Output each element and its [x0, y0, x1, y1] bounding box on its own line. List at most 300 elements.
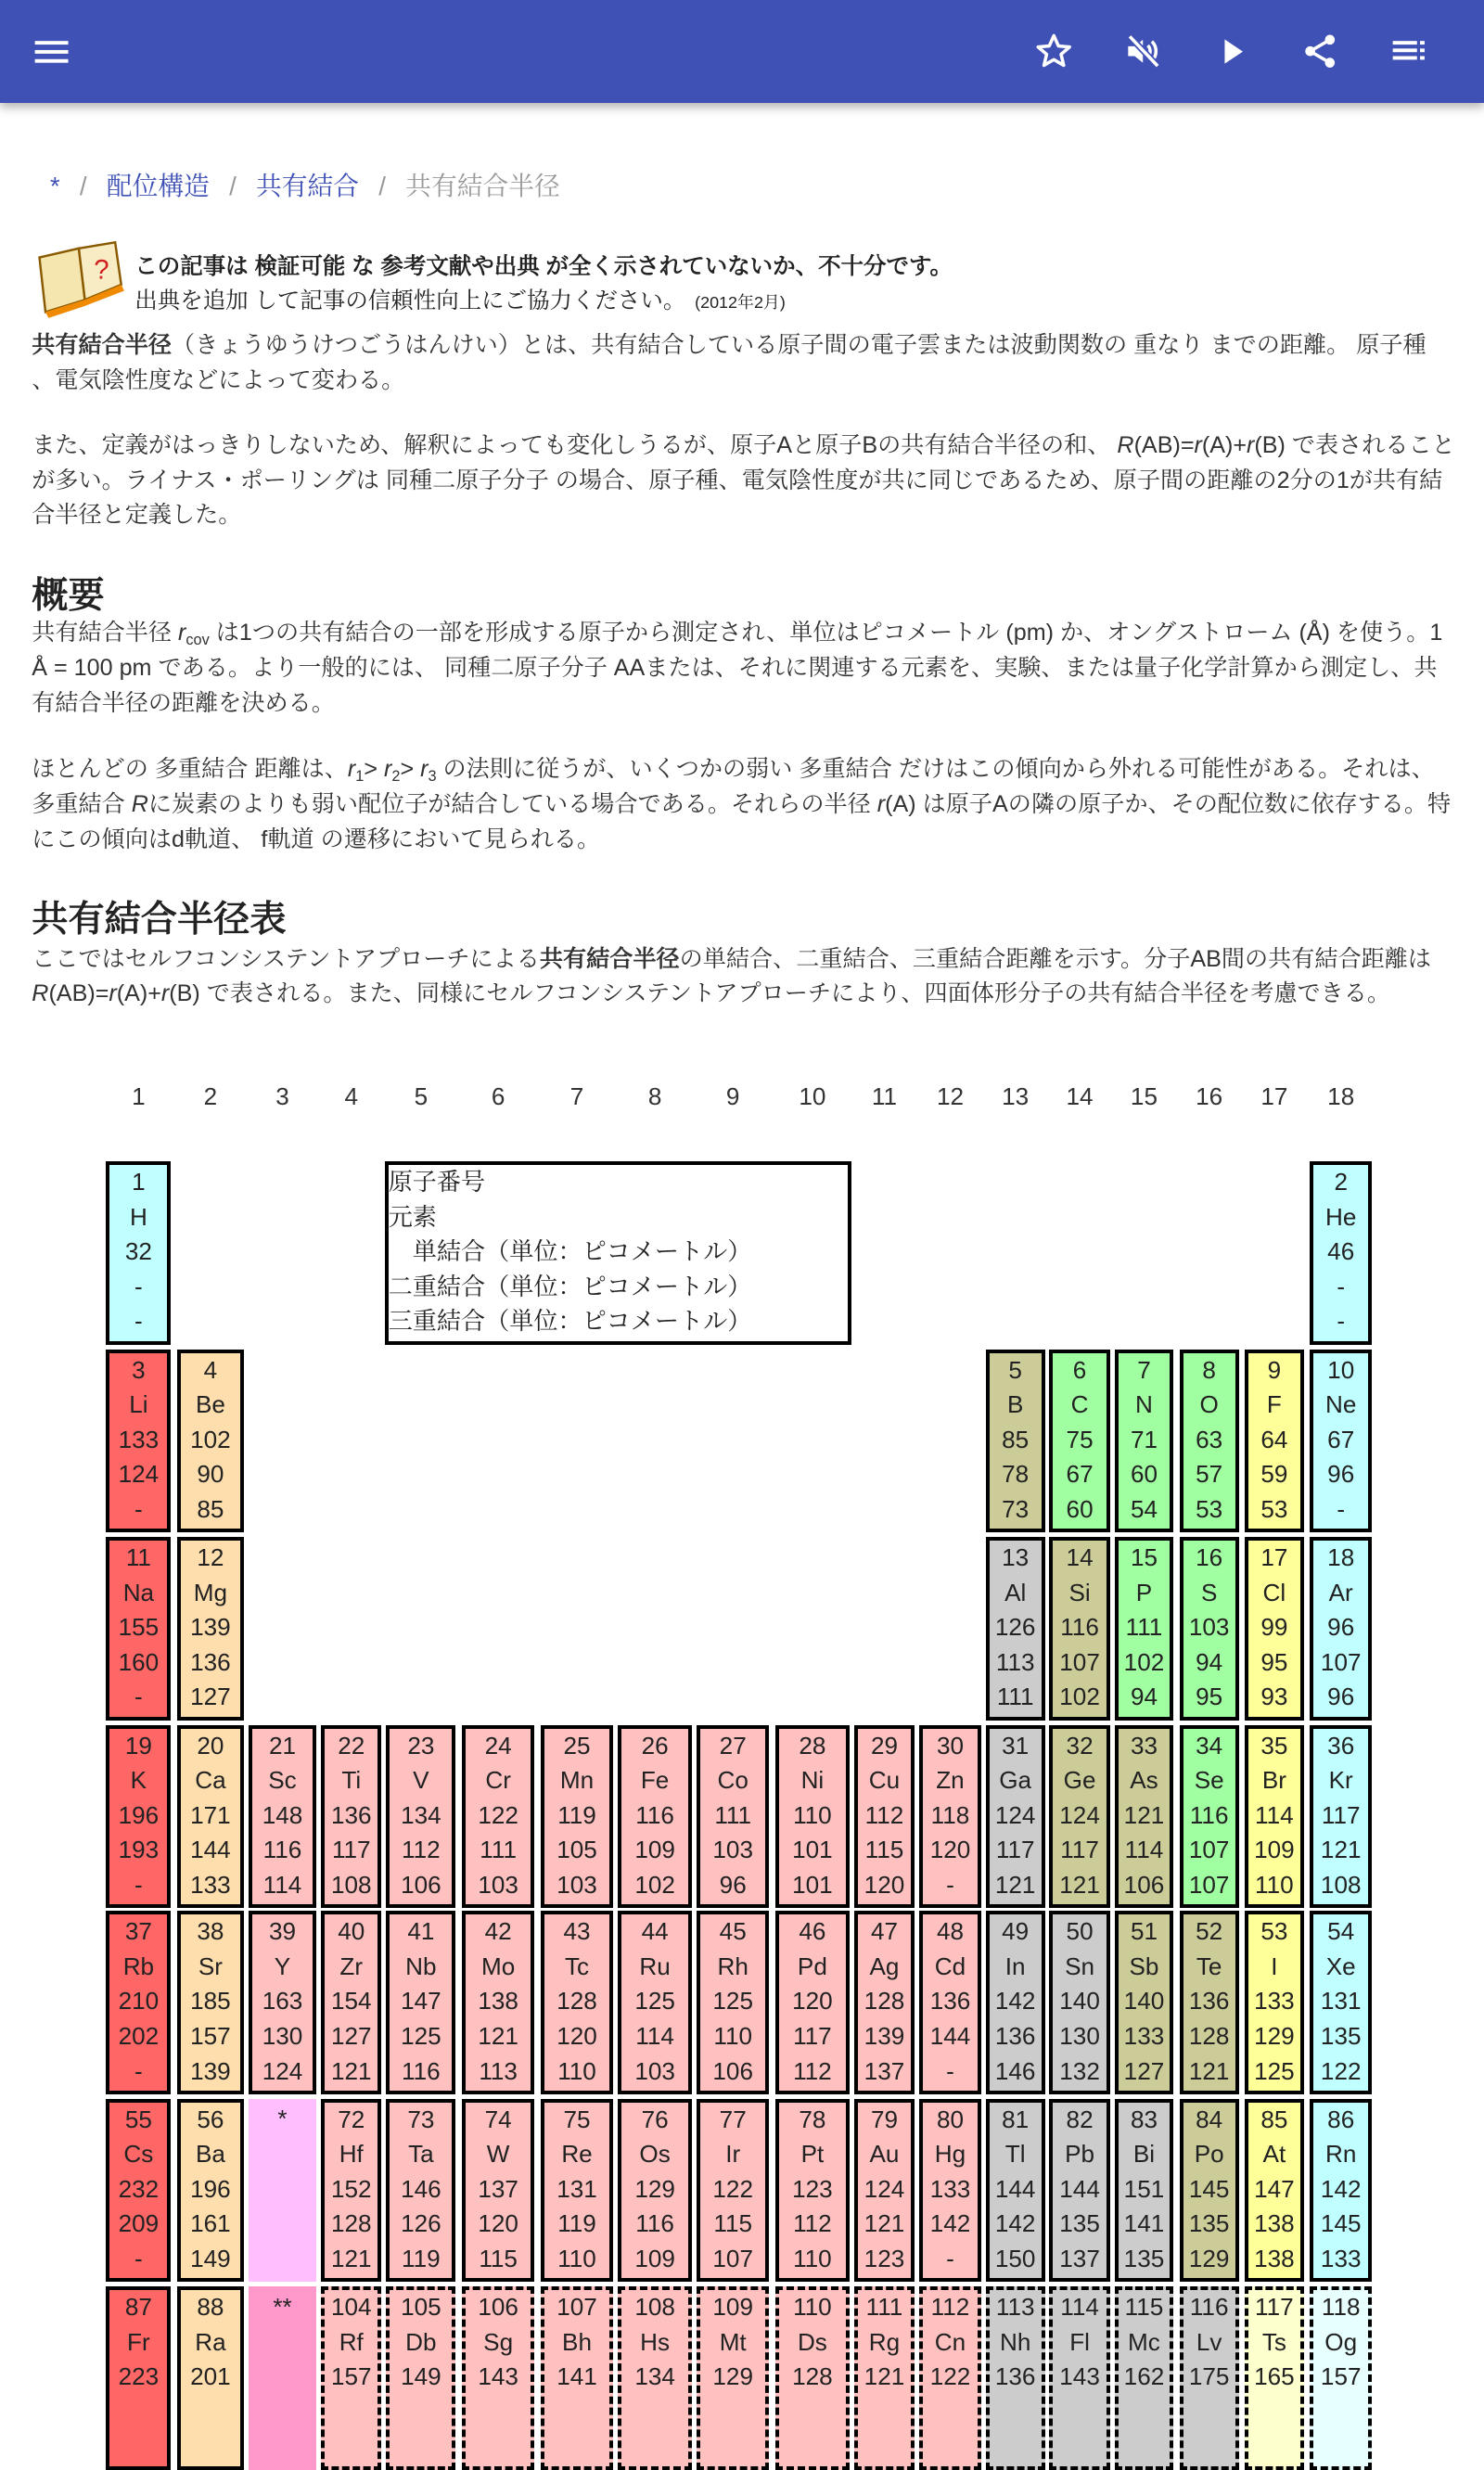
element-double-bond: 135 [1188, 2209, 1230, 2238]
element-cell-c[interactable] [1049, 1350, 1109, 1533]
element-atomic-number: 44 [641, 1917, 669, 1946]
element-cell-rg[interactable] [854, 2286, 915, 2470]
element-double-bond: 133 [1123, 2022, 1165, 2051]
element-cell-cu[interactable] [854, 1725, 915, 1909]
element-cell-o[interactable] [1180, 1350, 1239, 1533]
element-atomic-number: 105 [401, 2293, 441, 2322]
element-single-bond: 140 [1059, 1987, 1100, 2016]
element-triple-bond: 108 [1320, 1870, 1362, 1899]
element-symbol: I [1271, 1952, 1278, 1980]
element-cell-sc[interactable] [249, 1725, 316, 1909]
element-cell-p[interactable] [1115, 1537, 1174, 1721]
element-symbol: Re [561, 2140, 593, 2169]
text-run: 共有結合半径 [32, 332, 173, 359]
element-double-bond: 139 [864, 2022, 905, 2051]
element-double-bond: 119 [557, 2209, 596, 2238]
element-single-bond: 46 [1327, 1237, 1355, 1266]
element-double-bond [923, 2395, 978, 2430]
element-cell-he[interactable] [1310, 1161, 1372, 1345]
element-triple-bond: 138 [1254, 2245, 1295, 2273]
element-symbol: At [1262, 2140, 1286, 2169]
text-run: 共有結合半径 [539, 945, 680, 972]
element-symbol: Se [1194, 1766, 1224, 1795]
element-double-bond [181, 2395, 240, 2430]
element-single-bond: 147 [401, 1987, 441, 2016]
element-double-bond: - [1337, 1272, 1346, 1300]
element-cell-sn[interactable] [1049, 1911, 1109, 2094]
element-cell-po[interactable] [1180, 2099, 1239, 2283]
element-atomic-number: 20 [197, 1731, 224, 1760]
element-cell-ag[interactable] [854, 1911, 915, 2094]
element-atomic-number: 110 [793, 2293, 832, 2322]
element-symbol: Fe [640, 1766, 670, 1795]
element-cell-na[interactable] [106, 1537, 171, 1721]
mute-icon[interactable] [1122, 31, 1165, 73]
element-triple-bond: 150 [994, 2245, 1036, 2273]
element-symbol: Os [639, 2140, 671, 2169]
element-triple-bond: 139 [190, 2056, 231, 2085]
element-symbol: Be [195, 1390, 225, 1419]
element-double-bond: 120 [929, 1836, 971, 1864]
element-single-bond: 63 [1196, 1425, 1223, 1453]
element-single-bond: 196 [118, 1800, 160, 1829]
element-atomic-number: 83 [1130, 2105, 1158, 2133]
element-cell-ca[interactable] [177, 1725, 244, 1909]
element-triple-bond: - [1337, 1307, 1346, 1336]
element-cell-tl[interactable] [986, 2099, 1045, 2283]
paragraph-overview [32, 616, 1455, 721]
element-double-bond: 114 [635, 2022, 674, 2051]
element-triple-bond: 121 [994, 1870, 1036, 1899]
group-number: 8 [647, 1082, 662, 1111]
series-placeholder-cell[interactable] [249, 2099, 316, 2283]
breadcrumb-coordination[interactable]: 配位構造 [106, 171, 210, 200]
element-cell-mn[interactable] [541, 1725, 613, 1909]
text-run: (B) で表される。また、同様にセルフコンシステントアプローチにより、四面体形分子の共有結合半径を考慮できる。 [169, 980, 1390, 1007]
element-symbol: Ag [869, 1952, 900, 1980]
element-atomic-number: 4 [203, 1355, 218, 1384]
element-symbol: As [1130, 1766, 1158, 1795]
element-symbol: Hs [640, 2327, 671, 2356]
element-cell-lv[interactable] [1180, 2286, 1239, 2470]
element-atomic-number: 115 [1124, 2293, 1164, 2322]
element-triple-bond: 101 [792, 1870, 833, 1899]
element-cell-as[interactable] [1115, 1725, 1174, 1909]
element-triple-bond: 107 [712, 2245, 753, 2273]
element-single-bond: 125 [712, 1987, 753, 2016]
element-atomic-number: 2 [1334, 1168, 1348, 1197]
element-atomic-number: 114 [1060, 2293, 1099, 2322]
paragraph-table-intro [32, 942, 1455, 1012]
element-double-bond: 142 [994, 2209, 1036, 2238]
group-number: 9 [725, 1082, 740, 1111]
element-double-bond [1313, 2395, 1368, 2430]
element-cell-ni[interactable] [775, 1725, 850, 1909]
share-icon[interactable] [1299, 31, 1342, 73]
element-double-bond [858, 2395, 911, 2430]
element-symbol: P [1135, 1578, 1153, 1606]
element-symbol: F [1266, 1390, 1282, 1419]
element-symbol: W [486, 2140, 510, 2169]
element-double-bond: 115 [713, 2209, 752, 2238]
element-cell-hf[interactable] [321, 2099, 381, 2283]
element-cell-ir[interactable] [697, 2099, 769, 2283]
menu-icon[interactable] [31, 31, 73, 73]
element-symbol: Ge [1063, 1766, 1096, 1795]
element-cell-li[interactable] [106, 1350, 171, 1533]
element-cell-pt[interactable] [775, 2099, 850, 2283]
element-symbol: Rb [122, 1952, 155, 1980]
element-triple-bond: 110 [557, 2245, 596, 2273]
element-atomic-number: 16 [1196, 1543, 1223, 1572]
breadcrumb [50, 165, 560, 202]
play-icon[interactable] [1211, 31, 1254, 73]
element-cell-in[interactable] [986, 1911, 1045, 2094]
element-symbol: Cn [934, 2327, 966, 2356]
text-run: r [1194, 432, 1202, 459]
element-single-bond: 149 [401, 2362, 441, 2391]
element-triple-bond: 106 [401, 1870, 441, 1899]
element-single-bond: 122 [712, 2174, 753, 2203]
element-double-bond: 105 [556, 1836, 597, 1864]
element-double-bond [109, 2395, 167, 2430]
element-double-bond: 130 [262, 2022, 303, 2051]
element-atomic-number: 6 [1072, 1355, 1087, 1384]
element-triple-bond: - [134, 1307, 143, 1336]
element-atomic-number: 54 [1327, 1917, 1355, 1946]
element-double-bond: 78 [1002, 1460, 1030, 1489]
element-single-bond: 117 [1321, 1800, 1361, 1829]
element-triple-bond: 114 [262, 1870, 302, 1899]
notice-body [134, 283, 786, 315]
element-atomic-number: 27 [719, 1731, 747, 1760]
element-cell-w[interactable] [462, 2099, 534, 2283]
element-single-bond: 163 [262, 1987, 303, 2016]
element-triple-bond: 106 [1123, 1870, 1165, 1899]
element-atomic-number: 37 [124, 1917, 152, 1946]
element-double-bond: 110 [713, 2022, 752, 2051]
element-atomic-number: 42 [484, 1917, 512, 1946]
element-cell-h[interactable] [106, 1161, 171, 1345]
element-single-bond: 175 [1188, 2362, 1230, 2391]
element-cell-rb[interactable] [106, 1911, 171, 2094]
element-atomic-number: 50 [1066, 1917, 1094, 1946]
element-cell-pb[interactable] [1049, 2099, 1109, 2283]
element-atomic-number: 3 [132, 1355, 146, 1384]
element-symbol: Ru [639, 1952, 671, 1980]
element-cell-sg[interactable] [462, 2286, 534, 2470]
element-symbol: In [1004, 1952, 1026, 1980]
element-cell-zn[interactable] [919, 1725, 981, 1909]
element-atomic-number: 45 [719, 1917, 747, 1946]
element-atomic-number: 25 [563, 1731, 591, 1760]
element-cell-y[interactable] [249, 1911, 316, 2094]
text-run: の法則に従うが、いくつかの弱い 多重結合 だけはこの傾向から外れる可能性がある。それは、 多重結合 [32, 756, 1435, 817]
element-atomic-number: 55 [124, 2105, 152, 2133]
element-triple-bond: 95 [1196, 1683, 1223, 1711]
element-double-bond: 67 [1066, 1460, 1094, 1489]
element-cell-xe[interactable] [1310, 1911, 1372, 2094]
series-placeholder-cell[interactable] [249, 2286, 316, 2470]
text-run: に炭素のよりも弱い配位子が結合している場合である。それらの半径 [147, 790, 877, 817]
element-single-bond: 134 [401, 1800, 441, 1829]
element-symbol: Cr [485, 1766, 511, 1795]
element-cell-re[interactable] [541, 2099, 613, 2283]
element-symbol: Ca [195, 1766, 226, 1795]
element-triple-bond: - [946, 1870, 954, 1899]
group-number: 2 [203, 1082, 218, 1111]
element-triple-bond: 121 [1188, 2056, 1230, 2085]
element-triple-bond: - [946, 2245, 954, 2273]
element-cell-at[interactable] [1245, 2099, 1304, 2283]
element-double-bond: 116 [635, 2209, 674, 2238]
element-cell-cn[interactable] [919, 2286, 981, 2470]
element-cell-f[interactable] [1245, 1350, 1304, 1533]
element-atomic-number: 18 [1327, 1543, 1355, 1572]
element-single-bond: 133 [1254, 1987, 1295, 2016]
element-cell-rn[interactable] [1310, 2099, 1372, 2283]
element-cell-ba[interactable] [177, 2099, 244, 2283]
element-single-bond: 154 [330, 1987, 372, 2016]
element-cell-v[interactable] [386, 1725, 455, 1909]
element-single-bond: 124 [864, 2174, 905, 2203]
element-cell-rh[interactable] [697, 1911, 769, 2094]
element-single-bond: 133 [118, 1425, 160, 1453]
element-cell-be[interactable] [177, 1350, 244, 1533]
element-double-bond: 128 [330, 2209, 372, 2238]
breadcrumb-covalent-bond[interactable]: 共有結合 [256, 171, 360, 200]
breadcrumb-home[interactable]: * [49, 171, 60, 200]
element-double-bond: 59 [1260, 1460, 1288, 1489]
element-cell-pd[interactable] [775, 1911, 850, 2094]
element-double-bond: 157 [190, 2022, 231, 2051]
element-cell-zr[interactable] [321, 1911, 381, 2094]
group-number: 12 [936, 1082, 964, 1111]
element-triple-bond: 93 [1260, 1683, 1288, 1711]
element-single-bond: 136 [1188, 1987, 1230, 2016]
element-cell-bh[interactable] [541, 2286, 613, 2470]
element-triple-bond: 94 [1130, 1683, 1158, 1711]
text-run: r [383, 756, 392, 783]
element-triple-bond: - [134, 1870, 143, 1899]
element-cell-k[interactable] [106, 1725, 171, 1909]
element-cell-ne[interactable] [1310, 1350, 1372, 1533]
element-cell-cl[interactable] [1245, 1537, 1304, 1721]
element-cell-og[interactable] [1310, 2286, 1372, 2470]
element-atomic-number: 109 [712, 2293, 753, 2322]
element-cell-rf[interactable] [321, 2286, 381, 2470]
element-cell-ge[interactable] [1049, 1725, 1109, 1909]
element-cell-s[interactable] [1180, 1537, 1239, 1721]
element-triple-bond [621, 2429, 688, 2464]
element-symbol: Po [1194, 2140, 1224, 2169]
element-double-bond: 107 [1320, 1647, 1362, 1676]
group-number: 15 [1130, 1082, 1158, 1111]
element-atomic-number: 17 [1260, 1543, 1288, 1572]
element-cell-db[interactable] [386, 2286, 455, 2470]
element-cell-os[interactable] [618, 2099, 692, 2283]
element-double-bond [1248, 2395, 1300, 2430]
element-cell-kr[interactable] [1310, 1725, 1372, 1909]
group-number: 4 [344, 1082, 359, 1111]
table-legend [385, 1161, 851, 1345]
element-cell-cr[interactable] [462, 1725, 534, 1909]
element-triple-bond: 123 [864, 2245, 905, 2273]
element-atomic-number: 26 [641, 1731, 669, 1760]
element-symbol: Ts [1261, 2327, 1286, 2356]
element-atomic-number: 56 [197, 2105, 224, 2133]
element-atomic-number: 38 [197, 1917, 224, 1946]
element-double-bond: - [134, 1272, 143, 1300]
element-cell-fl[interactable] [1049, 2286, 1109, 2470]
element-cell-n[interactable] [1115, 1350, 1174, 1533]
element-atomic-number: 43 [563, 1917, 591, 1946]
element-cell-mt[interactable] [697, 2286, 769, 2470]
element-symbol: Mg [193, 1578, 228, 1606]
element-cell-nb[interactable] [386, 1911, 455, 2094]
element-cell-ar[interactable] [1310, 1537, 1372, 1721]
element-double-bond: 109 [634, 1836, 675, 1864]
element-double-bond: 112 [793, 2209, 832, 2238]
element-cell-ta[interactable] [386, 2099, 455, 2283]
element-triple-bond: 120 [864, 1870, 905, 1899]
element-atomic-number: 80 [936, 2105, 964, 2133]
element-double-bond: 127 [330, 2022, 372, 2051]
element-triple-bond: 60 [1066, 1494, 1094, 1523]
element-single-bond: 157 [1320, 2362, 1362, 2391]
element-symbol: Fr [127, 2327, 150, 2356]
text-run: 1 [355, 768, 365, 786]
element-cell-si[interactable] [1049, 1537, 1109, 1721]
element-cell-ra[interactable] [177, 2286, 244, 2470]
element-double-bond: 144 [929, 2022, 971, 2051]
element-atomic-number: 75 [563, 2105, 591, 2133]
paragraph-intro [32, 328, 1455, 398]
text-run: (A)+ [1201, 432, 1247, 459]
element-cell-ti[interactable] [321, 1725, 381, 1909]
element-double-bond: 111 [480, 1836, 517, 1864]
element-double-bond: 144 [190, 1836, 231, 1864]
element-single-bond: 129 [634, 2174, 675, 2203]
element-cell-bi[interactable] [1115, 2099, 1174, 2283]
element-single-bond: 139 [190, 1613, 231, 1642]
element-cell-ga[interactable] [986, 1725, 1045, 1909]
element-cell-hg[interactable] [919, 2099, 981, 2283]
element-double-bond [544, 2395, 609, 2430]
element-single-bond: 32 [124, 1237, 152, 1266]
text-run: ほとんどの 多重結合 距離は、 [32, 756, 348, 783]
element-single-bond: 137 [478, 2174, 518, 2203]
element-cell-br[interactable] [1245, 1725, 1304, 1909]
element-symbol: Xe [1325, 1952, 1356, 1980]
element-cell-ds[interactable] [775, 2286, 850, 2470]
element-cell-sr[interactable] [177, 1911, 244, 2094]
element-symbol: K [130, 1766, 147, 1795]
element-cell-mg[interactable] [177, 1537, 244, 1721]
element-double-bond: 126 [401, 2209, 441, 2238]
element-triple-bond: 135 [1123, 2245, 1165, 2273]
element-cell-ts[interactable] [1245, 2286, 1304, 2470]
element-cell-ru[interactable] [618, 1911, 692, 2094]
element-symbol: Tl [1004, 2140, 1026, 2169]
element-symbol: Db [405, 2327, 437, 2356]
element-cell-te[interactable] [1180, 1911, 1239, 2094]
star-icon[interactable] [1032, 31, 1075, 73]
legend-element: 元素 [388, 1202, 437, 1231]
element-double-bond: 130 [1059, 2022, 1100, 2051]
element-single-bond: 116 [1189, 1800, 1229, 1829]
element-cell-cd[interactable] [919, 1911, 981, 2094]
text-run: r [109, 980, 117, 1007]
element-symbol: Si [1068, 1578, 1091, 1606]
element-symbol: N [1135, 1390, 1153, 1419]
element-single-bond: 126 [994, 1613, 1036, 1642]
element-atomic-number: 1 [132, 1168, 146, 1197]
element-atomic-number: 48 [936, 1917, 964, 1946]
element-cell-hs[interactable] [618, 2286, 692, 2470]
element-cell-mc[interactable] [1115, 2286, 1174, 2470]
breadcrumb-separator: / [378, 171, 386, 200]
element-single-bond: 143 [1059, 2362, 1100, 2391]
element-cell-se[interactable] [1180, 1725, 1239, 1909]
text-run: ここではセルフコンシステントアプローチによる [32, 945, 540, 972]
element-cell-al[interactable] [986, 1537, 1045, 1721]
element-cell-nh[interactable] [986, 2286, 1045, 2470]
element-cell-tc[interactable] [541, 1911, 613, 2094]
element-cell-i[interactable] [1245, 1911, 1304, 2094]
element-cell-cs[interactable] [106, 2099, 171, 2283]
playlist-icon[interactable] [1388, 31, 1431, 73]
element-symbol: He [1325, 1202, 1357, 1231]
element-symbol: Ga [999, 1766, 1032, 1795]
group-number: 6 [491, 1082, 505, 1111]
element-triple-bond: 96 [719, 1870, 747, 1899]
text-run: （きょうゆうけつごうはんけい）とは、共有結合している原子間の電子雲または波動関数の 重なり までの距離。 原子種 、電気陰性度などによって変わる。 [32, 332, 1426, 393]
element-cell-mo[interactable] [462, 1911, 534, 2094]
element-double-bond: 109 [1254, 1836, 1295, 1864]
element-double-bond [990, 2395, 1042, 2430]
element-single-bond: 122 [929, 2362, 971, 2391]
element-cell-fe[interactable] [618, 1725, 692, 1909]
element-symbol: Cl [1262, 1578, 1286, 1606]
element-cell-co[interactable] [697, 1725, 769, 1909]
element-atomic-number: 32 [1066, 1731, 1094, 1760]
element-atomic-number: 19 [124, 1731, 152, 1760]
element-atomic-number: 40 [338, 1917, 365, 1946]
element-single-bond: 116 [635, 1800, 674, 1829]
element-atomic-number: 7 [1137, 1355, 1151, 1384]
element-cell-b[interactable] [986, 1350, 1045, 1533]
text-run: (AB)= [1133, 432, 1195, 459]
element-triple-bond: 54 [1130, 1494, 1158, 1523]
text-run: > [400, 756, 421, 783]
text-run: > [364, 756, 384, 783]
element-single-bond: 185 [190, 1987, 231, 2016]
element-atomic-number: 112 [930, 2293, 970, 2322]
element-cell-au[interactable] [854, 2099, 915, 2283]
element-atomic-number: 22 [338, 1731, 365, 1760]
text-run: R [32, 980, 49, 1007]
element-atomic-number: 8 [1202, 1355, 1216, 1384]
element-triple-bond [1053, 2429, 1106, 2464]
element-atomic-number: 107 [556, 2293, 597, 2322]
text-run: r [347, 756, 356, 783]
element-cell-sb[interactable] [1115, 1911, 1174, 2094]
element-cell-fr[interactable] [106, 2286, 171, 2470]
element-atomic-number: 111 [865, 2293, 903, 2322]
breadcrumb-current: 共有結合半径 [405, 171, 560, 200]
element-symbol: Cs [123, 2140, 154, 2169]
